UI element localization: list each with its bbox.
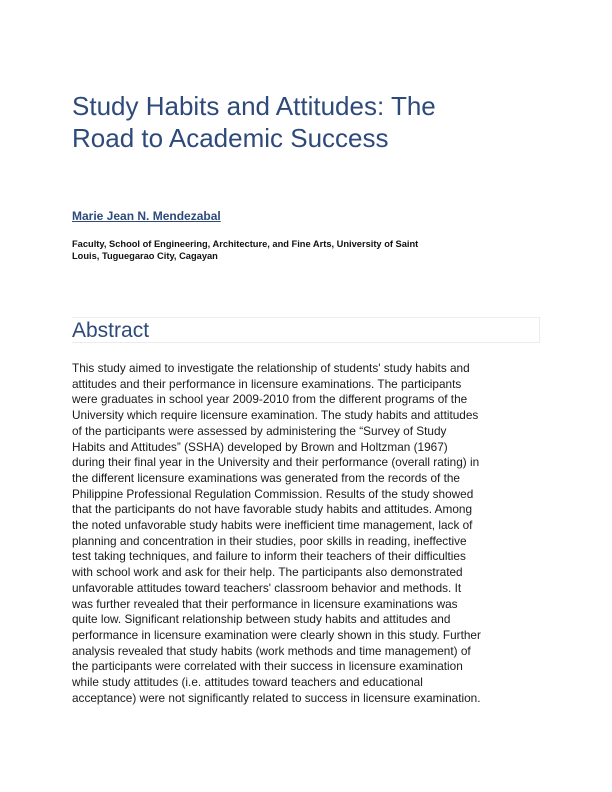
abstract-line: was further revealed that their performance in licensure examinations was xyxy=(72,596,458,611)
abstract-line: the noted unfavorable study habits were inefficient time management, lack of xyxy=(72,518,473,533)
affiliation-line: Louis, Tuguegarao City, Cagayan xyxy=(72,251,218,261)
author-affiliation xyxy=(72,238,472,262)
abstract-line: analysis revealed that study habits (work methods and time management) of xyxy=(72,643,471,658)
author-name[interactable]: Marie Jean N. Mendezabal xyxy=(72,209,221,223)
abstract-line: the different licensure examinations was generated from the records of the xyxy=(72,470,460,485)
abstract-line: were graduates in school year 2009-2010 from the different programs of the xyxy=(72,392,468,407)
abstract-line: with school work and ask for their help. The participants also demonstrated xyxy=(72,565,463,580)
abstract-line: Habits and Attitudes” (SSHA) developed by Brown and Holtzman (1967) xyxy=(72,439,448,454)
abstract-line: of the participants were assessed by administering the “Survey of Study xyxy=(72,423,447,438)
abstract-line: University which require licensure examination. The study habits and attitudes xyxy=(72,408,479,423)
abstract-line: test taking techniques, and failure to inform their teachers of their difficulties xyxy=(72,549,466,564)
paper-title xyxy=(72,90,542,154)
abstract-line: planning and concentration in their studies, poor skills in reading, ineffective xyxy=(72,533,467,548)
abstract-line: that the participants do not have favorable study habits and attitudes. Among xyxy=(72,502,473,517)
abstract-heading: Abstract xyxy=(72,319,150,342)
abstract-body xyxy=(72,361,542,706)
abstract-line: while study attitudes (i.e. attitudes toward teachers and educational xyxy=(72,675,423,690)
abstract-line: attitudes and their performance in licensure examinations. The participants xyxy=(72,376,462,391)
abstract-line: This study aimed to investigate the relationship of students' study habits and xyxy=(72,361,470,375)
paper-title-line: Road to Academic Success xyxy=(72,123,389,153)
abstract-line: during their final year in the University and their performance (overall rating) in xyxy=(72,455,480,470)
affiliation-line: Faculty, School of Engineering, Architecture, and Fine Arts, University of Saint xyxy=(72,239,419,249)
abstract-line: Philippine Professional Regulation Commission. Results of the study showed xyxy=(72,486,474,501)
abstract-line: quite low. Significant relationship between study habits and attitudes and xyxy=(72,612,451,627)
abstract-line: the participants were correlated with their success in licensure examination xyxy=(72,659,463,674)
paper-title-line: Study Habits and Attitudes: The xyxy=(72,91,436,121)
abstract-line: performance in licensure examination were clearly shown in this study. Further xyxy=(72,627,481,642)
abstract-line: unfavorable attitudes toward teachers' classroom behavior and methods. It xyxy=(72,580,462,595)
abstract-line: acceptance) were not significantly related to success in licensure examination. xyxy=(72,690,481,705)
